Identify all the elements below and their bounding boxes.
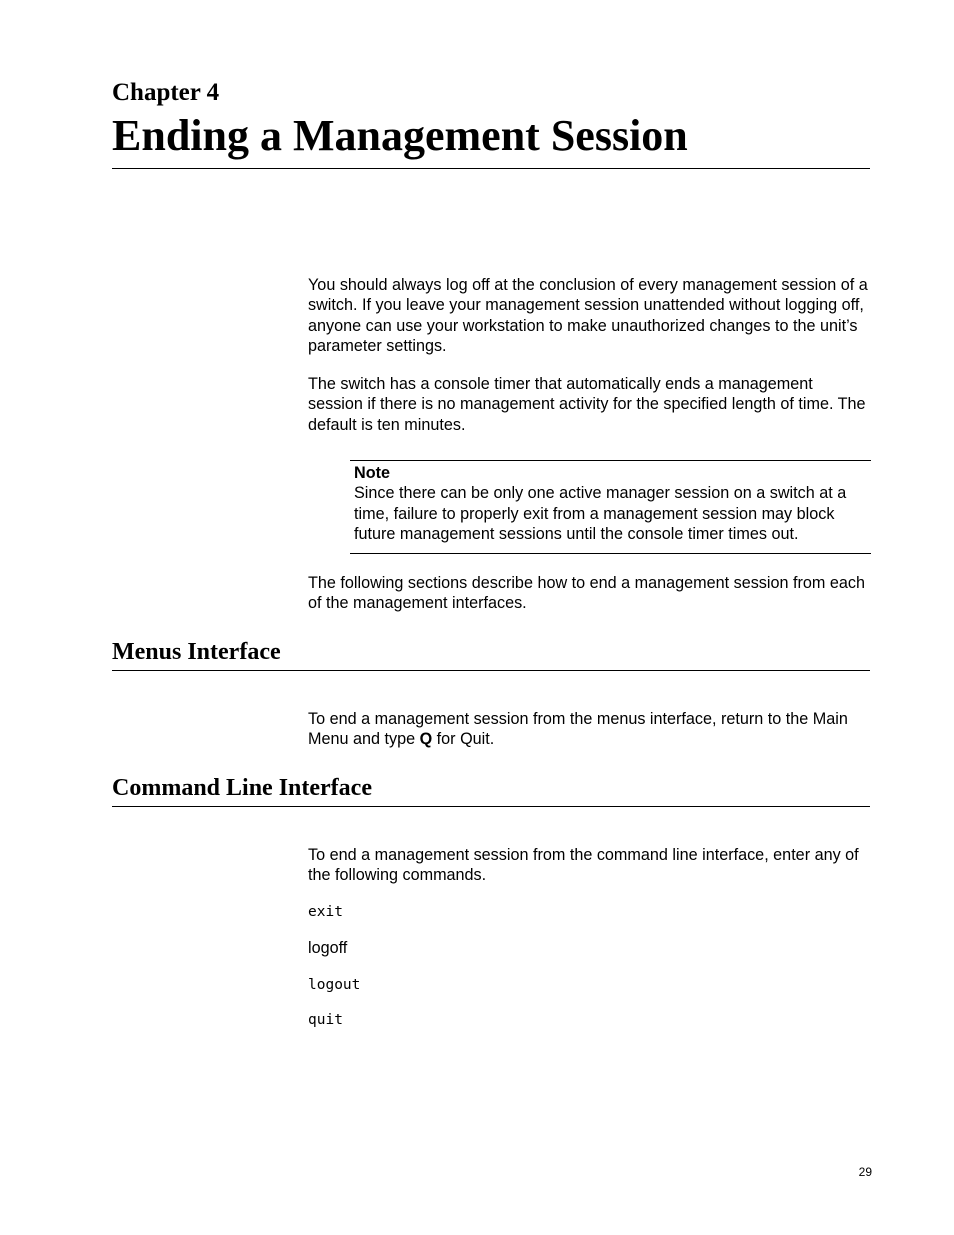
note-text: Since there can be only one active manager session on a switch at a time, failure to properly exit from a management session may block future management sessions until the console timer times out. (354, 484, 847, 544)
cli-rule (112, 806, 870, 807)
menus-rule (112, 670, 870, 671)
command-logout: logout (308, 977, 361, 993)
menus-text-before: To end a management session from the menus interface, return to the Main Menu and type (308, 710, 848, 749)
menus-text-after: for Quit. (432, 730, 495, 749)
command-quit: quit (308, 1012, 343, 1028)
page-number: 29 (858, 1165, 872, 1179)
note-title: Note (354, 464, 390, 482)
quit-key: Q (419, 730, 433, 749)
page-title: Ending a Management Session (112, 111, 688, 160)
following-paragraph: The following sections describe how to end a management session from each of the management interfaces. (308, 574, 865, 613)
section-heading-menus: Menus Interface (112, 639, 281, 665)
intro-paragraph-2: The switch has a console timer that automatically ends a management session if there is no management activity for the specified length of time. The default is ten minutes. (308, 375, 866, 434)
section-heading-cli: Command Line Interface (112, 775, 372, 801)
cli-paragraph: To end a management session from the command line interface, enter any of the following commands. (308, 846, 859, 885)
title-rule (112, 168, 870, 169)
command-logoff: logoff (308, 939, 348, 957)
menus-paragraph (308, 709, 872, 750)
command-exit: exit (308, 904, 343, 920)
intro-paragraph-1: You should always log off at the conclusion of every management session of a switch. If you leave your management session unattended without logging off, anyone can use your workstation to make unauthorized changes to the unit’s parameter settings. (308, 276, 868, 356)
chapter-label: Chapter 4 (112, 79, 220, 106)
note-box (350, 460, 871, 554)
